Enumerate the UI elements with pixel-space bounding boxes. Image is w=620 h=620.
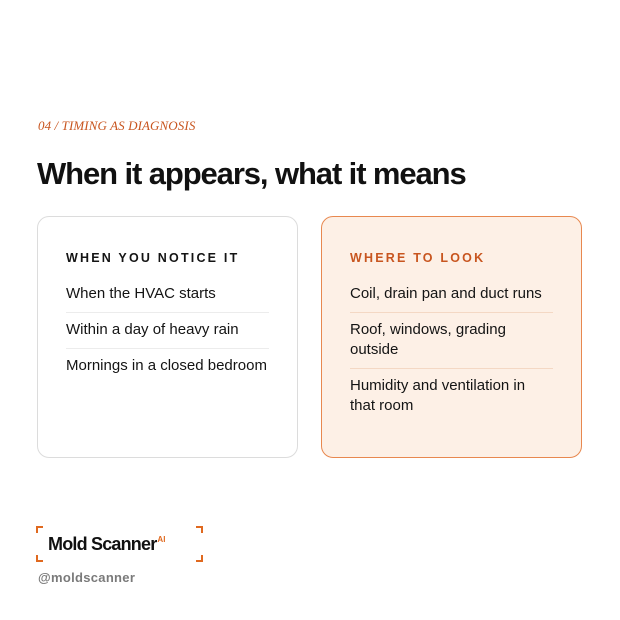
look-card (321, 216, 582, 458)
brand-superscript: AI (157, 535, 166, 544)
look-card-heading: WHERE TO LOOK (350, 251, 486, 265)
logo-corner-bracket (196, 526, 203, 533)
look-item: Coil, drain pan and duct runs (350, 285, 542, 302)
notice-item: Mornings in a closed bedroom (66, 348, 269, 384)
notice-item: Within a day of heavy rain (66, 312, 269, 348)
brand-name-text: Mold Scanner (48, 534, 157, 554)
logo-corner-bracket (36, 555, 43, 562)
logo-corner-bracket (36, 526, 43, 533)
section-eyebrow: 04 / TIMING AS DIAGNOSIS (38, 118, 196, 133)
look-item: Humidity and ventilation in that room (350, 368, 553, 424)
look-item: Roof, windows, grading outside (350, 312, 553, 368)
notice-card-heading: WHEN YOU NOTICE IT (66, 251, 240, 265)
brand-name (48, 534, 165, 555)
notice-card (37, 216, 298, 458)
logo-corner-bracket (196, 555, 203, 562)
page-title: When it appears, what it means (37, 156, 466, 191)
social-handle: @moldscanner (38, 570, 136, 585)
brand-logo (36, 526, 203, 562)
notice-item: When the HVAC starts (66, 285, 216, 302)
